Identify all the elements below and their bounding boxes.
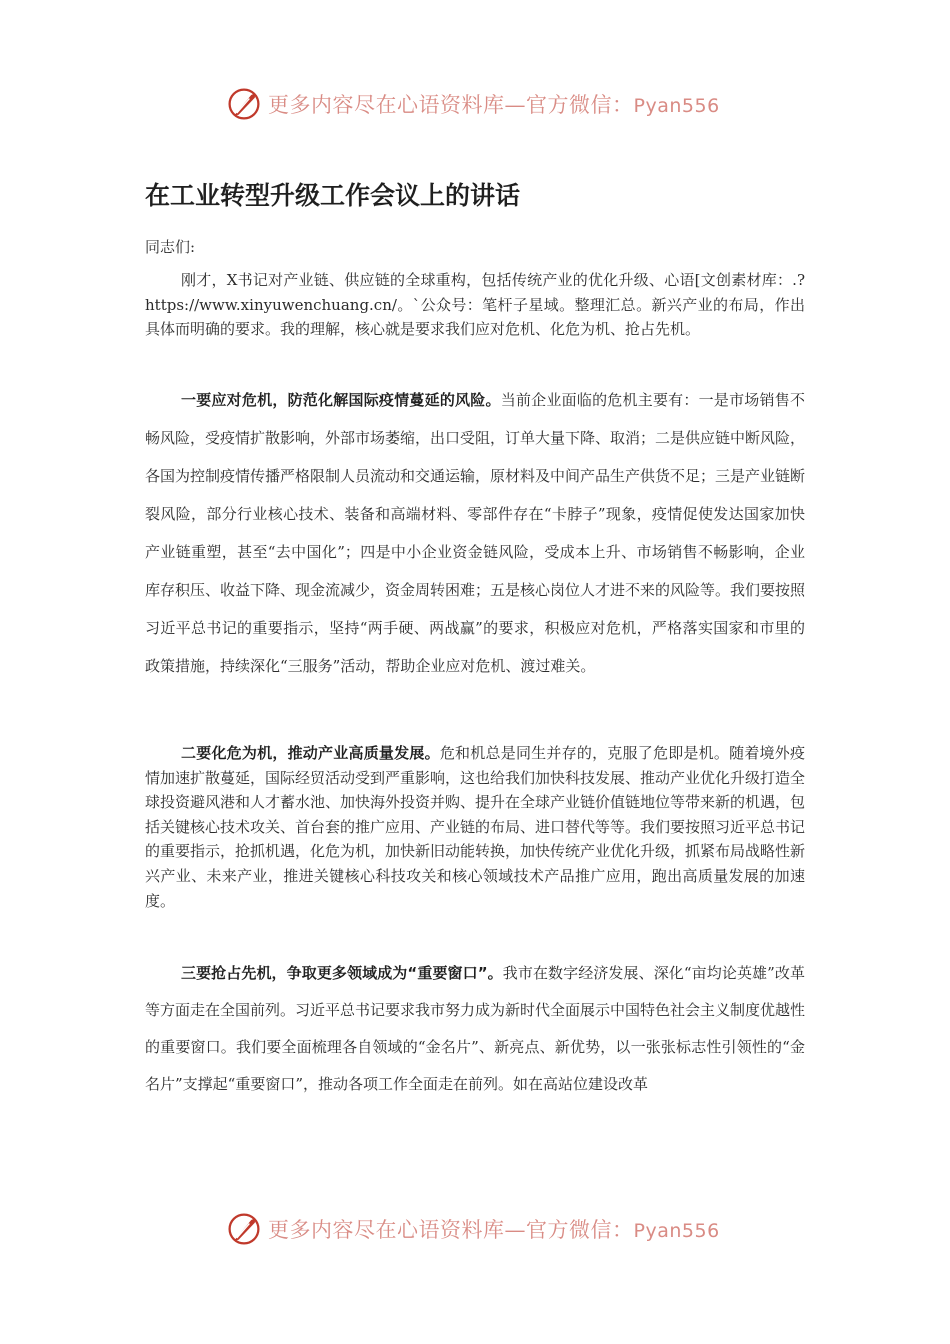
intro-paragraph: 刚才，X书记对产业链、供应链的全球重构，包括传统产业的优化升级、心语[文创素材库：.?https://www.xinyuwenchuang.cn/。`公众号：笔杆子星域。整理汇总。新兴产业的布局，作出具体而明确的要求。我的理解，核心就是要求我们应对危机、化危为机、抢占先机。 [145,271,805,338]
wechat-id: Pyan556 [633,1220,720,1242]
section-1-paragraph [145,381,805,685]
section-2-paragraph [145,741,805,913]
quill-logo-icon [226,86,262,122]
banner-label: 更多内容尽在心语资料库—官方微信： [268,1218,634,1242]
greeting: 同志们: [145,238,196,256]
wechat-id: Pyan556 [633,95,720,117]
footer-banner [226,1207,746,1251]
section-3-lead: 三要抢占先机，争取更多领域成为“重要窗口”。 [181,964,503,982]
section-2-body: 危和机总是同生并存的，克服了危即是机。随着境外疫情加速扩散蔓延，国际经贸活动受到严重影响，这也给我们加快科技发展、推动产业优化升级打造全球投资避风港和人才蓄水池、加快海外投资并购、提升在全球产业链价值链地位等带来新的机遇，包括关键核心技术攻关、首台套的推广应用、产业链的布局、进口替代等等。我们要按照习近平总书记的重要指示，抢抓机遇，化危为机，加快新旧动能转换，加快传统产业优化升级，抓紧布局战略性新兴产业、未来产业，推进关键核心科技攻关和核心领域技术产品推广应用，跑出高质量发展的加速度。 [145,744,806,910]
banner-text [268,1214,720,1244]
quill-logo-icon [226,1211,262,1247]
section-1-lead: 一要应对危机，防范化解国际疫情蔓延的风险。 [181,391,501,409]
section-3-paragraph [145,955,805,1103]
section-1-body: 当前企业面临的危机主要有：一是市场销售不畅风险，受疫情扩散影响，外部市场萎缩，出口受阻，订单大量下降、取消；二是供应链中断风险，各国为控制疫情传播严格限制人员流动和交通运输，原材料及中间产品生产供货不足；三是产业链断裂风险，部分行业核心技术、装备和高端材料、零部件存在“卡脖子”现象，疫情促使发达国家加快产业链重塑，甚至“去中国化”；四是中小企业资金链风险，受成本上升、市场销售不畅影响，企业库存积压、收益下降、现金流减少，资金周转困难；五是核心岗位人才进不来的风险等。我们要按照习近平总书记的重要指示，坚持“两手硬、两战赢”的要求，积极应对危机，严格落实国家和市里的政策措施，持续深化“三服务”活动，帮助企业应对危机、渡过难关。 [145,391,806,675]
document-title: 在工业转型升级工作会议上的讲话 [145,181,521,210]
banner-label: 更多内容尽在心语资料库—官方微信： [268,93,634,117]
section-3-body: 我市在数字经济发展、深化“亩均论英雄”改革等方面走在全国前列。习近平总书记要求我市努力成为新时代全面展示中国特色社会主义制度优越性的重要窗口。我们要全面梳理各自领域的“金名片”、新亮点、新优势，以一张张标志性引领性的“金名片”支撑起“重要窗口”，推动各项工作全面走在前列。如在高站位建设改革 [145,964,806,1093]
banner-text [268,89,720,119]
section-2-lead: 二要化危为机，推动产业高质量发展。 [181,744,440,762]
header-banner [226,82,746,126]
